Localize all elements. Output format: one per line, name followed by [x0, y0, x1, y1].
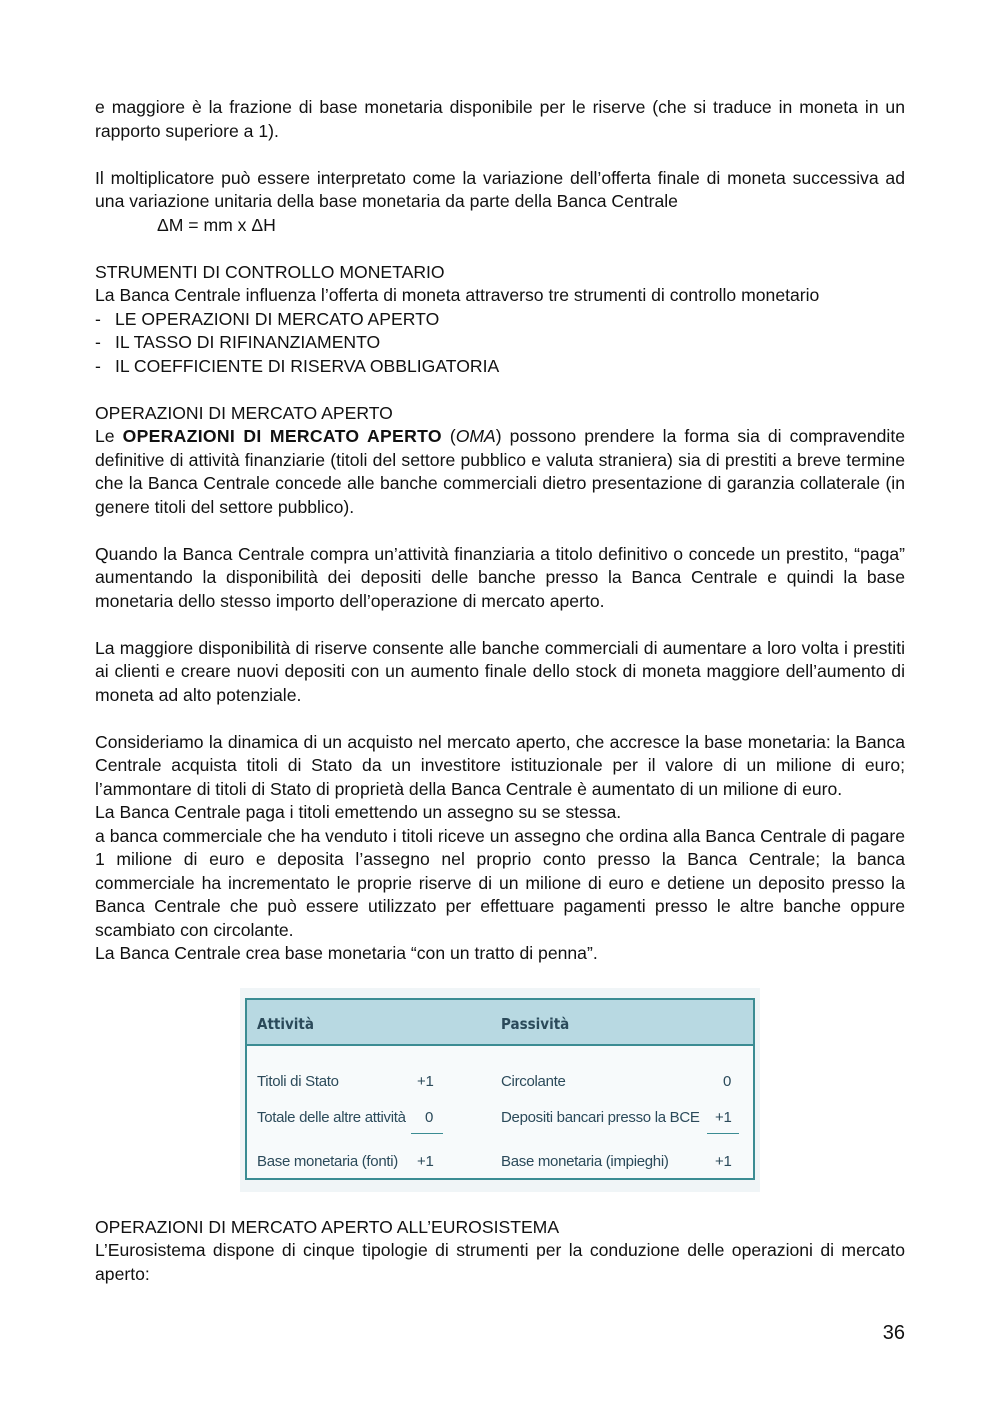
- paragraph: L’Eurosistema dispone di cinque tipologie di strumenti per la conduzione delle operazioni di mercato aperto:: [95, 1240, 905, 1284]
- list-item-label: IL COEFFICIENTE DI RISERVA OBBLIGATORIA: [115, 355, 500, 376]
- liability-label: Circolante: [501, 1072, 566, 1090]
- balance-sheet-figure: [95, 988, 905, 1192]
- asset-label: Titoli di Stato: [257, 1072, 339, 1090]
- paragraph: La maggiore disponibilità di riserve consente alle banche commerciali di aumentare a loro volta i prestiti ai clienti e creare nuovi depositi con un aumento finale dello stock di moneta maggiore dell’aumento di moneta ad alto potenziale.: [95, 637, 905, 705]
- dash-bullet: -: [95, 308, 101, 329]
- liability-value: +1: [715, 1108, 732, 1126]
- asset-label: Totale delle altre attività: [257, 1108, 406, 1126]
- dash-bullet: -: [95, 355, 101, 376]
- table-header: [247, 1000, 753, 1046]
- balance-sheet-frame: [240, 988, 760, 1192]
- balance-sheet-table: [245, 998, 755, 1180]
- bold-term: OPERAZIONI DI MERCATO APERTO: [122, 426, 442, 446]
- paragraph: Quando la Banca Centrale compra un’attività finanziaria a titolo definitivo o concede un prestito, “paga” aumentando la disponibilità dei depositi delle banche presso la Banca Centrale e quindi la base monetaria dello stesso importo dell’operazione di mercato aperto.: [95, 543, 905, 611]
- list-item-label: IL TASSO DI RIFINANZIAMENTO: [115, 332, 381, 352]
- list-item: [95, 308, 905, 332]
- document-page: [95, 96, 905, 1286]
- liability-label: Depositi bancari presso la BCE: [501, 1108, 700, 1126]
- liability-value: +1: [715, 1152, 732, 1170]
- sum-rule: [411, 1133, 443, 1134]
- asset-value: +1: [417, 1072, 434, 1090]
- dash-bullet: -: [95, 332, 101, 352]
- text-span: (: [449, 426, 456, 446]
- paragraph: La Banca Centrale crea base monetaria “con un tratto di penna”.: [95, 943, 598, 963]
- italic-acronym: OMA: [455, 426, 496, 446]
- liability-label: Base monetaria (impieghi): [501, 1152, 669, 1170]
- paragraph: e maggiore è la frazione di base monetaria disponibile per le riserve (che si traduce in moneta in un rapporto superiore a 1).: [95, 97, 905, 141]
- section-heading: OPERAZIONI DI MERCATO APERTO ALL’EUROSISTEMA: [95, 1216, 560, 1237]
- section-heading: OPERAZIONI DI MERCATO APERTO: [95, 402, 393, 423]
- asset-value: 0: [425, 1108, 434, 1126]
- paragraph: Consideriamo la dinamica di un acquisto nel mercato aperto, che accresce la base monetaria: la Banca Centrale acquista titoli di Stato da un investitore istituzionale per il valore di un milione di euro; l’ammontare di titoli di Stato di proprietà della Banca Centrale è aumentato di un milione di euro.: [95, 731, 905, 799]
- asset-label: Base monetaria (fonti): [257, 1152, 398, 1170]
- page-number: 36: [882, 1322, 905, 1344]
- paragraph: La Banca Centrale paga i titoli emettendo un assegno su se stessa.: [95, 802, 622, 822]
- paragraph: Il moltiplicatore può essere interpretato come la variazione dell’offerta finale di moneta successiva ad una variazione unitaria della base monetaria da parte della Banca Centrale: [95, 167, 905, 211]
- header-assets: Attività: [257, 1014, 314, 1033]
- list-item-label: LE OPERAZIONI DI MERCATO APERTO: [115, 308, 440, 329]
- paragraph: [95, 425, 905, 519]
- text-span: ) possono prendere la forma sia di compravendite definitive di attività finanziarie (titoli del settore pubblico e valuta straniera) sia di prestiti a breve termine che la Banca Centrale concede alle banche commerciali dietro presentazione di garanzia collaterale (in genere titoli del settore pubblico).: [95, 426, 905, 517]
- section-heading: STRUMENTI DI CONTROLLO MONETARIO: [95, 261, 445, 282]
- text-span: Le: [95, 426, 115, 446]
- list-item: [95, 331, 905, 355]
- paragraph: La Banca Centrale influenza l’offerta di moneta attraverso tre strumenti di controllo monetario: [95, 285, 820, 305]
- instrument-list: [95, 308, 905, 379]
- list-item: [95, 355, 905, 379]
- paragraph: a banca commerciale che ha venduto i titoli riceve un assegno che ordina alla Banca Centrale di pagare 1 milione di euro e deposita l’assegno nel proprio conto presso la Banca Centrale; la banca commerciale ha incrementato le proprie riserve di un milione di euro e detiene un deposito presso la Banca Centrale che può essere utilizzato per effettuare pagamenti presso le altre banche oppure scambiato con circolante.: [95, 825, 905, 940]
- sum-rule: [707, 1133, 739, 1134]
- liability-value: 0: [723, 1072, 732, 1090]
- header-liabilities: Passività: [501, 1014, 570, 1033]
- asset-value: +1: [417, 1152, 434, 1170]
- formula: ΔM = mm x ΔH: [157, 214, 276, 235]
